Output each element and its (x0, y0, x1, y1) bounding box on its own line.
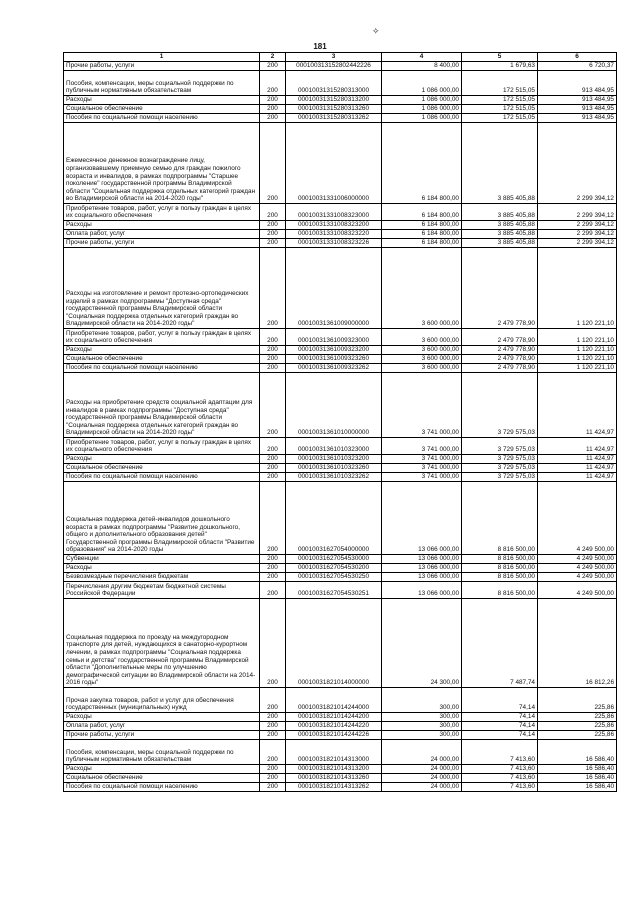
row-rest: 2 299 394,12 (538, 221, 617, 230)
row-code: 200 (260, 62, 286, 71)
row-kbk: 00010031627054530000 (286, 555, 382, 564)
row-exec: 172 515,05 (462, 71, 538, 96)
row-plan: 3 600 000,00 (382, 248, 462, 329)
row-kbk: 00010031627054530250 (286, 573, 382, 582)
row-rest: 1 120 221,10 (538, 248, 617, 329)
table-row (64, 455, 617, 464)
row-exec: 74,14 (462, 731, 538, 740)
row-rest: 11 424,97 (538, 455, 617, 464)
row-kbk: 00010031821014244200 (286, 713, 382, 722)
row-plan: 3 600 000,00 (382, 346, 462, 355)
row-code: 200 (260, 564, 286, 573)
row-plan: 3 741 000,00 (382, 473, 462, 482)
row-exec: 2 479 778,90 (462, 329, 538, 346)
row-rest: 16 586,40 (538, 783, 617, 792)
row-plan: 24 300,00 (382, 599, 462, 688)
table-row (64, 688, 617, 713)
table-row (64, 713, 617, 722)
row-code: 200 (260, 114, 286, 123)
row-code: 200 (260, 230, 286, 239)
table-row (64, 564, 617, 573)
row-code: 200 (260, 71, 286, 96)
header-col-4: 4 (382, 53, 462, 62)
row-kbk: 00010031821014313262 (286, 783, 382, 792)
row-plan: 24 000,00 (382, 740, 462, 765)
row-name: Прочая закупка товаров, работ и услуг для обеспечения государственных (муниципальных) нужд (64, 688, 260, 713)
row-plan: 13 066 000,00 (382, 564, 462, 573)
row-rest: 4 249 500,00 (538, 573, 617, 582)
row-name: Пособия по социальной помощи населению (64, 114, 260, 123)
row-code: 200 (260, 688, 286, 713)
table-row (64, 731, 617, 740)
row-code: 200 (260, 248, 286, 329)
row-name: Расходы на приобретение средств социальной адаптации для инвалидов в рамках подпрограммы "Доступная среда" государственной программы Владимирской области "Социальная поддержка отдельных категорий граждан во Владимирской области на 2014-2020 годы" (64, 373, 260, 438)
row-plan: 6 184 800,00 (382, 221, 462, 230)
page-number: 181 (313, 42, 327, 51)
row-code: 200 (260, 221, 286, 230)
row-exec: 7 413,60 (462, 783, 538, 792)
row-exec: 8 816 500,00 (462, 582, 538, 599)
row-name: Социальная поддержка по проезду на междугородном транспорте для детей, нуждающихся в санаторно-курортном лечении, в рамках подпрограммы "Социальная поддержка семьи и детства" государственной программы Владимирской области "Дополнительные меры по улучшению демографической ситуации во Владимирской области на 2014-2016 годы" (64, 599, 260, 688)
row-kbk: 00010031821014313260 (286, 774, 382, 783)
row-rest: 16 586,40 (538, 765, 617, 774)
row-plan: 3 741 000,00 (382, 464, 462, 473)
row-kbk: 00010031315280313260 (286, 105, 382, 114)
row-name: Социальное обеспечение (64, 774, 260, 783)
row-plan: 1 086 000,00 (382, 71, 462, 96)
row-exec: 2 479 778,90 (462, 346, 538, 355)
row-name: Социальная поддержка детей-инвалидов дошкольного возраста в рамках подпрограммы "Развитие дошкольного, общего и дополнительного образования детей" Государственной программы Владимирской области "Развитие образования" на 2014-2020 годы (64, 482, 260, 555)
row-rest: 913 484,95 (538, 71, 617, 96)
row-rest: 4 249 500,00 (538, 555, 617, 564)
budget-table (63, 52, 617, 792)
row-exec: 7 487,74 (462, 599, 538, 688)
row-name: Социальное обеспечение (64, 464, 260, 473)
row-kbk: 00010031821014244226 (286, 731, 382, 740)
table-row (64, 346, 617, 355)
row-plan: 13 066 000,00 (382, 573, 462, 582)
row-kbk: 00010031361010323200 (286, 455, 382, 464)
table-row (64, 740, 617, 765)
row-name: Социальное обеспечение (64, 105, 260, 114)
row-plan: 13 066 000,00 (382, 482, 462, 555)
row-code: 200 (260, 731, 286, 740)
row-exec: 3 729 575,03 (462, 455, 538, 464)
row-name: Пособия, компенсации, меры социальной поддержки по публичным нормативным обязательствам (64, 740, 260, 765)
row-plan: 13 066 000,00 (382, 582, 462, 599)
row-kbk: 00010031361009323262 (286, 364, 382, 373)
table-row (64, 62, 617, 71)
row-exec: 2 479 778,90 (462, 248, 538, 329)
row-rest: 16 586,40 (538, 774, 617, 783)
table-row (64, 573, 617, 582)
table-row (64, 364, 617, 373)
row-code: 200 (260, 96, 286, 105)
table-row (64, 123, 617, 204)
row-kbk: 00010031821014000000 (286, 599, 382, 688)
row-name: Приобретение товаров, работ, услуг в пользу граждан в целях их социального обеспечения (64, 438, 260, 455)
row-name: Расходы (64, 564, 260, 573)
row-code: 200 (260, 573, 286, 582)
row-code: 200 (260, 765, 286, 774)
row-exec: 74,14 (462, 688, 538, 713)
row-kbk: 00010031361010323262 (286, 473, 382, 482)
table-row (64, 248, 617, 329)
row-kbk: 00010031821014244220 (286, 722, 382, 731)
header-col-3: 3 (286, 53, 382, 62)
row-code: 200 (260, 346, 286, 355)
row-kbk: 00010031361009323200 (286, 346, 382, 355)
row-rest: 11 424,97 (538, 438, 617, 455)
table-row (64, 582, 617, 599)
row-exec: 2 479 778,90 (462, 364, 538, 373)
row-name: Пособия по социальной помощи населению (64, 364, 260, 373)
row-rest: 2 299 394,12 (538, 123, 617, 204)
row-rest: 11 424,97 (538, 473, 617, 482)
row-exec: 2 479 778,90 (462, 355, 538, 364)
table-row (64, 438, 617, 455)
row-kbk: 00010031315280313262 (286, 114, 382, 123)
row-exec: 172 515,05 (462, 114, 538, 123)
table-row (64, 464, 617, 473)
table-row (64, 373, 617, 438)
table-row (64, 221, 617, 230)
row-code: 200 (260, 473, 286, 482)
table-row (64, 96, 617, 105)
row-rest: 11 424,97 (538, 373, 617, 438)
row-code: 200 (260, 239, 286, 248)
table-body (64, 62, 617, 792)
row-exec: 7 413,60 (462, 740, 538, 765)
row-name: Расходы (64, 765, 260, 774)
row-kbk: 00010031361010323000 (286, 438, 382, 455)
row-exec: 3 885 405,88 (462, 230, 538, 239)
row-kbk: 00010031821014244000 (286, 688, 382, 713)
row-kbk: 00010031331008323220 (286, 230, 382, 239)
row-plan: 6 184 800,00 (382, 230, 462, 239)
table-row (64, 783, 617, 792)
row-name: Прочие работы, услуги (64, 239, 260, 248)
table-row (64, 204, 617, 221)
row-plan: 8 400,00 (382, 62, 462, 71)
row-plan: 3 600 000,00 (382, 364, 462, 373)
row-name: Расходы (64, 221, 260, 230)
row-plan: 24 000,00 (382, 774, 462, 783)
row-rest: 1 120 221,10 (538, 355, 617, 364)
row-plan: 300,00 (382, 722, 462, 731)
row-kbk: 000100313152802442226 (286, 62, 382, 71)
row-kbk: 00010031331008323000 (286, 204, 382, 221)
row-exec: 8 816 500,00 (462, 482, 538, 555)
row-kbk: 00010031627054000000 (286, 482, 382, 555)
row-kbk: 00010031331006000000 (286, 123, 382, 204)
row-rest: 913 484,95 (538, 96, 617, 105)
row-plan: 6 184 800,00 (382, 204, 462, 221)
row-plan: 300,00 (382, 731, 462, 740)
row-name: Расходы (64, 346, 260, 355)
scan-mark-icon: ✧ (372, 26, 380, 36)
table-row (64, 765, 617, 774)
row-kbk: 00010031361009323000 (286, 329, 382, 346)
row-rest: 1 120 221,10 (538, 329, 617, 346)
row-kbk: 00010031361010000000 (286, 373, 382, 438)
row-name: Расходы (64, 455, 260, 464)
row-exec: 3 885 405,88 (462, 204, 538, 221)
row-plan: 1 086 000,00 (382, 114, 462, 123)
row-code: 200 (260, 722, 286, 731)
table-row (64, 473, 617, 482)
table-row (64, 329, 617, 346)
row-name: Прочие работы, услуги (64, 62, 260, 71)
table-header-row (64, 53, 617, 62)
table-row (64, 105, 617, 114)
row-name: Расходы на изготовление и ремонт протезно-ортопедических изделий в рамках подпрограммы "Доступная среда" государственной программы Владимирской области "Социальная поддержка отдельных категорий граждан во Владимирской области на 2014-2020 годы" (64, 248, 260, 329)
row-exec: 172 515,05 (462, 96, 538, 105)
table-row (64, 774, 617, 783)
row-plan: 3 741 000,00 (382, 373, 462, 438)
row-name: Безвозмездные перечисления бюджетам (64, 573, 260, 582)
row-kbk: 00010031821014313000 (286, 740, 382, 765)
row-plan: 3 600 000,00 (382, 355, 462, 364)
table-row (64, 599, 617, 688)
row-name: Расходы (64, 713, 260, 722)
row-exec: 3 885 405,88 (462, 239, 538, 248)
row-exec: 3 885 405,88 (462, 123, 538, 204)
row-kbk: 00010031361009323260 (286, 355, 382, 364)
row-rest: 1 120 221,10 (538, 364, 617, 373)
row-plan: 24 000,00 (382, 783, 462, 792)
row-name: Пособия по социальной помощи населению (64, 783, 260, 792)
row-rest: 4 249 500,00 (538, 582, 617, 599)
row-name: Перечисления другим бюджетам бюджетной системы Российской Федерации (64, 582, 260, 599)
row-exec: 3 729 575,03 (462, 464, 538, 473)
row-code: 200 (260, 438, 286, 455)
row-exec: 3 885 405,88 (462, 221, 538, 230)
row-rest: 225,86 (538, 688, 617, 713)
row-exec: 8 816 500,00 (462, 564, 538, 573)
row-kbk: 00010031821014313200 (286, 765, 382, 774)
row-name: Приобретение товаров, работ, услуг в пользу граждан в целях их социального обеспечения (64, 204, 260, 221)
row-plan: 3 600 000,00 (382, 329, 462, 346)
row-exec: 7 413,60 (462, 774, 538, 783)
row-name: Расходы (64, 96, 260, 105)
header-col-1: 1 (64, 53, 260, 62)
row-exec: 172 515,05 (462, 105, 538, 114)
row-exec: 3 729 575,03 (462, 438, 538, 455)
row-rest: 6 720,37 (538, 62, 617, 71)
table-row (64, 114, 617, 123)
row-rest: 225,86 (538, 713, 617, 722)
row-code: 200 (260, 482, 286, 555)
row-name: Пособия, компенсации, меры социальной поддержки по публичным нормативным обязательствам (64, 71, 260, 96)
row-rest: 2 299 394,12 (538, 230, 617, 239)
row-plan: 1 086 000,00 (382, 96, 462, 105)
row-exec: 74,14 (462, 722, 538, 731)
row-kbk: 00010031627054530200 (286, 564, 382, 573)
row-exec: 7 413,60 (462, 765, 538, 774)
table-row (64, 71, 617, 96)
row-code: 200 (260, 783, 286, 792)
row-code: 200 (260, 123, 286, 204)
row-code: 200 (260, 740, 286, 765)
table-row (64, 722, 617, 731)
row-plan: 24 000,00 (382, 765, 462, 774)
row-code: 200 (260, 582, 286, 599)
header-col-5: 5 (462, 53, 538, 62)
row-rest: 225,86 (538, 731, 617, 740)
row-plan: 300,00 (382, 713, 462, 722)
row-exec: 3 729 575,03 (462, 373, 538, 438)
row-name: Оплата работ, услуг (64, 722, 260, 731)
row-exec: 8 816 500,00 (462, 573, 538, 582)
row-name: Субвенции (64, 555, 260, 564)
row-plan: 6 184 800,00 (382, 123, 462, 204)
header-col-2: 2 (260, 53, 286, 62)
row-code: 200 (260, 774, 286, 783)
row-plan: 6 184 800,00 (382, 239, 462, 248)
header-col-6: 6 (538, 53, 617, 62)
row-code: 200 (260, 455, 286, 464)
row-rest: 16 812,26 (538, 599, 617, 688)
table-row (64, 355, 617, 364)
row-code: 200 (260, 105, 286, 114)
row-exec: 1 679,63 (462, 62, 538, 71)
row-name: Оплата работ, услуг (64, 230, 260, 239)
row-exec: 3 729 575,03 (462, 473, 538, 482)
row-plan: 3 741 000,00 (382, 455, 462, 464)
table-row (64, 230, 617, 239)
row-exec: 8 816 500,00 (462, 555, 538, 564)
row-rest: 913 484,95 (538, 114, 617, 123)
row-plan: 300,00 (382, 688, 462, 713)
row-rest: 225,86 (538, 722, 617, 731)
row-rest: 4 249 500,00 (538, 482, 617, 555)
row-code: 200 (260, 464, 286, 473)
row-rest: 2 299 394,12 (538, 239, 617, 248)
row-rest: 913 484,95 (538, 105, 617, 114)
table-row (64, 482, 617, 555)
row-code: 200 (260, 329, 286, 346)
row-rest: 4 249 500,00 (538, 564, 617, 573)
row-kbk: 00010031331008323226 (286, 239, 382, 248)
row-rest: 11 424,97 (538, 464, 617, 473)
row-name: Пособия по социальной помощи населению (64, 473, 260, 482)
row-name: Прочие работы, услуги (64, 731, 260, 740)
row-kbk: 00010031315280313000 (286, 71, 382, 96)
row-kbk: 00010031361009000000 (286, 248, 382, 329)
row-name: Социальное обеспечение (64, 355, 260, 364)
row-code: 200 (260, 364, 286, 373)
row-name: Приобретение товаров, работ, услуг в пользу граждан в целях их социального обеспечения (64, 329, 260, 346)
row-code: 200 (260, 713, 286, 722)
row-plan: 1 086 000,00 (382, 105, 462, 114)
table-row (64, 239, 617, 248)
row-name: Ежемесячное денежное вознаграждение лицу, организовавшему приемную семью для граждан пожилого возраста и инвалидов, в рамках подпрограммы "Старшее поколение" государственной программы Владимирской области "Социальная поддержка отдельных категорий граждан во Владимирской области на 2014-2020 годы" (64, 123, 260, 204)
row-code: 200 (260, 204, 286, 221)
row-kbk: 00010031627054530251 (286, 582, 382, 599)
row-code: 200 (260, 373, 286, 438)
row-rest: 16 586,40 (538, 740, 617, 765)
row-plan: 3 741 000,00 (382, 438, 462, 455)
row-plan: 13 066 000,00 (382, 555, 462, 564)
row-exec: 74,14 (462, 713, 538, 722)
table-row (64, 555, 617, 564)
row-kbk: 00010031331008323200 (286, 221, 382, 230)
row-code: 200 (260, 555, 286, 564)
row-code: 200 (260, 599, 286, 688)
row-kbk: 00010031361010323260 (286, 464, 382, 473)
row-kbk: 00010031315280313200 (286, 96, 382, 105)
row-rest: 1 120 221,10 (538, 346, 617, 355)
row-rest: 2 299 394,12 (538, 204, 617, 221)
row-code: 200 (260, 355, 286, 364)
